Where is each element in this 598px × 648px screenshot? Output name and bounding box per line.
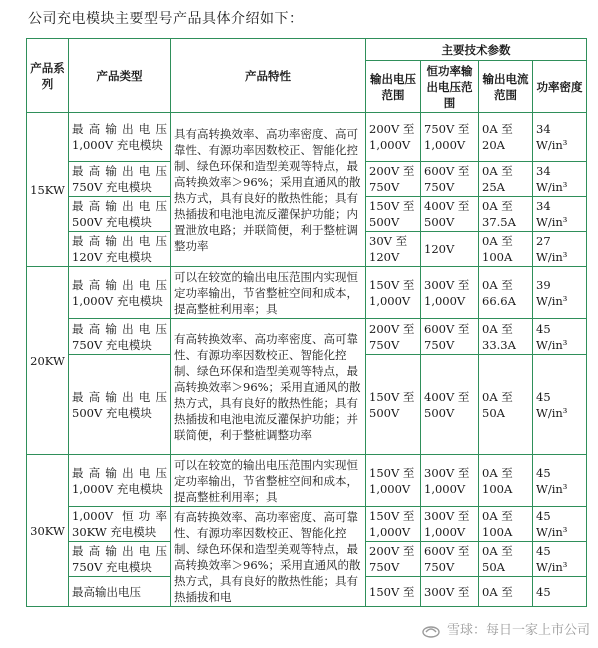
header-type: 产品类型 — [69, 39, 171, 113]
product-type: 最高输出电压500V 充电模块 — [69, 197, 171, 232]
output-voltage: 200V 至 1,000V — [366, 113, 421, 162]
series-20kw: 20KW — [27, 267, 69, 455]
power-density: 34 W/in³ — [533, 162, 587, 197]
header-main-params: 主要技术参数 — [366, 39, 587, 61]
table-row — [27, 113, 587, 162]
output-current: 0A 至 100A — [479, 507, 533, 542]
features-20kw-b: 有高转换效率、高功率密度、高可靠性、有源功率因数校正、智能化控制、绿色环保和造型美观等特点，最高转换效率＞96%；采用直通风的散热方式，具有良好的散热性能；具有热插拔和电池电流反灌保护功能；并联简便，利于整桩调整功率 — [171, 319, 366, 455]
power-density: 45 W/in³ — [533, 319, 587, 355]
header-output-current: 输出电流范围 — [479, 61, 533, 113]
intro-text: 公司充电模块主要型号产品具体介绍如下： — [28, 11, 304, 27]
cp-voltage: 300V 至 1,000V — [421, 267, 479, 319]
power-density: 39 W/in³ — [533, 267, 587, 319]
snowball-logo-icon — [422, 624, 440, 638]
cp-voltage: 750V 至 1,000V — [421, 113, 479, 162]
output-voltage: 30V 至 120V — [366, 232, 421, 267]
output-current: 0A 至 33.3A — [479, 319, 533, 355]
output-voltage: 150V 至 500V — [366, 355, 421, 455]
product-type: 最高输出电压120V 充电模块 — [69, 232, 171, 267]
power-density: 34 W/in³ — [533, 113, 587, 162]
output-voltage: 150V 至 1,000V — [366, 507, 421, 542]
series-30kw: 30KW — [27, 455, 69, 607]
product-type: 1,000V 恒功率30KW 充电模块 — [69, 507, 171, 542]
watermark — [422, 619, 590, 638]
cp-voltage: 600V 至 750V — [421, 162, 479, 197]
cp-voltage: 300V 至 — [421, 577, 479, 607]
cp-voltage: 400V 至 500V — [421, 355, 479, 455]
output-voltage: 150V 至 1,000V — [366, 267, 421, 319]
product-type: 最高输出电压750V 充电模块 — [69, 542, 171, 577]
output-current: 0A 至 100A — [479, 455, 533, 507]
product-spec-table — [26, 38, 587, 607]
table-row — [27, 319, 587, 355]
cp-voltage: 400V 至 500V — [421, 197, 479, 232]
product-type: 最高输出电压1,000V 充电模块 — [69, 455, 171, 507]
header-output-voltage: 输出电压范围 — [366, 61, 421, 113]
power-density: 45 W/in³ — [533, 355, 587, 455]
product-type: 最高输出电压500V 充电模块 — [69, 355, 171, 455]
table-row — [27, 455, 587, 507]
product-type: 最高输出电压1,000V 充电模块 — [69, 267, 171, 319]
output-current: 0A 至 66.6A — [479, 267, 533, 319]
features-20kw-a: 可以在较宽的输出电压范围内实现恒定功率输出，节省整桩空间和成本，提高整桩利用率；具 — [171, 267, 366, 319]
output-voltage: 200V 至 750V — [366, 319, 421, 355]
features-30kw-a: 可以在较宽的输出电压范围内实现恒定功率输出，节省整桩空间和成本，提高整桩利用率；具 — [171, 455, 366, 507]
power-density: 45 — [533, 577, 587, 607]
output-current: 0A 至 100A — [479, 232, 533, 267]
product-type: 最高输出电压1,000V 充电模块 — [69, 113, 171, 162]
cp-voltage: 600V 至 750V — [421, 319, 479, 355]
header-series: 产品系列 — [27, 39, 69, 113]
cp-voltage: 120V — [421, 232, 479, 267]
features-30kw-b: 有高转换效率、高功率密度、高可靠性、有源功率因数校正、智能化控制、绿色环保和造型美观等特点，最高转换效率＞96%；采用直通风的散热方式，具有良好的散热性能；具有热插拔和电 — [171, 507, 366, 607]
output-voltage: 200V 至 750V — [366, 542, 421, 577]
features-15kw: 具有高转换效率、高功率密度、高可靠性、有源功率因数校正、智能化控制、绿色环保和造型美观等特点，最高转换效率＞96%；采用直通风的散热方式，具有良好的散热性能；具有热插拔和电池电流反灌保护功能；内置泄放电路；并联简便，利于整桩调整功率 — [171, 113, 366, 267]
output-current: 0A 至 25A — [479, 162, 533, 197]
power-density: 45 W/in³ — [533, 507, 587, 542]
header-cp-voltage: 恒功率输出电压范围 — [421, 61, 479, 113]
header-features: 产品特性 — [171, 39, 366, 113]
cp-voltage: 600V 至 750V — [421, 542, 479, 577]
power-density: 45 W/in³ — [533, 455, 587, 507]
output-voltage: 150V 至 500V — [366, 197, 421, 232]
table-row — [27, 507, 587, 542]
header-power-density: 功率密度 — [533, 61, 587, 113]
product-type: 最高输出电压750V 充电模块 — [69, 319, 171, 355]
output-voltage: 200V 至 750V — [366, 162, 421, 197]
power-density: 34 W/in³ — [533, 197, 587, 232]
product-type: 最高输出电压 — [69, 577, 171, 607]
output-current: 0A 至 20A — [479, 113, 533, 162]
output-voltage: 150V 至 1,000V — [366, 455, 421, 507]
cp-voltage: 300V 至 1,000V — [421, 507, 479, 542]
watermark-text: 雪球：每日一家上市公司 — [446, 623, 590, 638]
power-density: 45 W/in³ — [533, 542, 587, 577]
output-current: 0A 至 50A — [479, 542, 533, 577]
series-15kw: 15KW — [27, 113, 69, 267]
power-density: 27 W/in³ — [533, 232, 587, 267]
cp-voltage: 300V 至 1,000V — [421, 455, 479, 507]
output-voltage: 150V 至 — [366, 577, 421, 607]
table-row — [27, 267, 587, 319]
output-current: 0A 至 — [479, 577, 533, 607]
output-current: 0A 至 50A — [479, 355, 533, 455]
product-type: 最高输出电压750V 充电模块 — [69, 162, 171, 197]
output-current: 0A 至 37.5A — [479, 197, 533, 232]
